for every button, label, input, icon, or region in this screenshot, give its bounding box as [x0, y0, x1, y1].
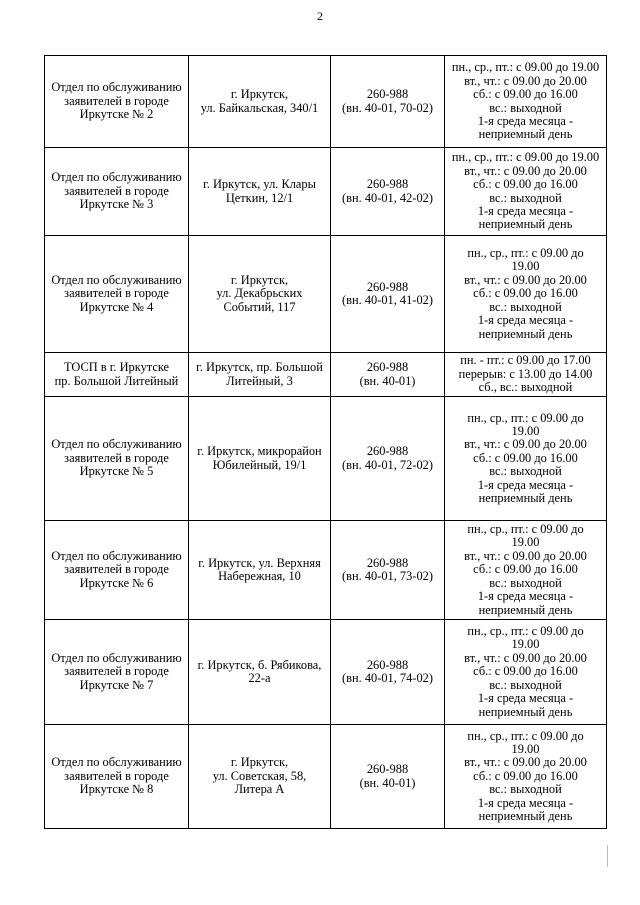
- name-line: Иркутске № 7: [79, 677, 154, 692]
- schedule-line: 19.00: [511, 637, 540, 652]
- office-name-cell: [45, 56, 189, 148]
- name-line: заявителей в городе: [64, 93, 169, 108]
- schedule-cell: [445, 397, 607, 521]
- schedule-line: сб.: с 09.00 до 16.00: [473, 450, 578, 465]
- schedule-line: сб.: с 09.00 до 16.00: [473, 664, 578, 679]
- name-line: Отдел по обслуживанию: [51, 272, 182, 287]
- phone-line: (вн. 40-01, 72-02): [342, 457, 433, 472]
- schedule-line: неприемный день: [478, 704, 573, 719]
- address-line: г. Иркутск, пр. Большой: [196, 360, 323, 375]
- schedule-line: 1-я среда месяца -: [477, 203, 574, 218]
- phone-line: (вн. 40-01, 74-02): [342, 671, 433, 685]
- phone-line: 260-988: [366, 762, 409, 777]
- office-name-cell: [45, 353, 189, 397]
- schedule-line: неприемный день: [478, 809, 573, 824]
- schedule-line: пн., ср., пт.: с 09.00 до 19.00: [451, 60, 600, 75]
- address-cell: [189, 725, 331, 829]
- address-cell: [189, 353, 331, 397]
- office-name-cell: [45, 236, 189, 353]
- phone-line: 260-988: [366, 555, 409, 570]
- phone-line: (вн. 40-01, 70-02): [342, 100, 433, 115]
- schedule-cell: [445, 620, 607, 725]
- schedule-line: пн., ср., пт.: с 09.00 до: [467, 624, 584, 639]
- name-line: Отдел по обслуживанию: [51, 650, 182, 665]
- schedule-line: неприемный день: [478, 491, 573, 506]
- name-line: заявителей в городе: [64, 664, 169, 679]
- name-line: Отдел по обслуживанию: [51, 437, 182, 452]
- name-line: Иркутске № 6: [79, 575, 154, 590]
- schedule-line: вт., чт.: с 09.00 до 20.00: [464, 548, 587, 563]
- schedule-line: 1-я среда месяца -: [477, 313, 574, 328]
- schedule-line: вс.: выходной: [489, 782, 562, 797]
- schedule-line: 1-я среда месяца -: [477, 477, 574, 492]
- schedule-cell: [445, 353, 607, 397]
- schedule-cell: [445, 56, 607, 148]
- phone-cell: [331, 725, 445, 829]
- schedule-line: вс.: выходной: [489, 677, 562, 692]
- schedule-line: сб.: с 09.00 до 16.00: [473, 87, 578, 102]
- table-row: [45, 521, 607, 620]
- name-line: ТОСП в г. Иркутске: [63, 360, 170, 375]
- table-row: [45, 56, 607, 148]
- table-row: [45, 148, 607, 236]
- schedule-line: 19.00: [511, 741, 540, 756]
- schedule-line: пн., ср., пт.: с 09.00 до: [467, 246, 584, 261]
- schedule-line: вт., чт.: с 09.00 до 20.00: [464, 437, 587, 452]
- phone-line: (вн. 40-01): [359, 373, 416, 388]
- name-line: пр. Большой Литейный: [54, 373, 179, 388]
- address-line: 22-а: [248, 671, 271, 685]
- phone-line: 260-988: [366, 657, 409, 672]
- schedule-line: вс.: выходной: [489, 575, 562, 590]
- table-row: [45, 725, 607, 829]
- table-row: [45, 236, 607, 353]
- address-line: Набережная, 10: [218, 569, 301, 583]
- schedule-line: 1-я среда месяца -: [477, 691, 574, 706]
- phone-line: 260-988: [366, 444, 409, 459]
- schedule-line: сб.: с 09.00 до 16.00: [473, 768, 578, 783]
- phone-line: 260-988: [366, 279, 409, 294]
- schedule-line: вт., чт.: с 09.00 до 20.00: [464, 73, 587, 88]
- schedule-line: 1-я среда месяца -: [477, 795, 574, 810]
- phone-line: 260-988: [366, 87, 409, 102]
- address-line: г. Иркутск,: [230, 755, 289, 770]
- schedule-line: пн., ср., пт.: с 09.00 до 19.00: [451, 150, 600, 165]
- office-name-cell: [45, 397, 189, 521]
- schedule-line: вт., чт.: с 09.00 до 20.00: [464, 163, 587, 178]
- schedule-cell: [445, 148, 607, 236]
- schedule-line: пн., ср., пт.: с 09.00 до: [467, 410, 584, 425]
- phone-cell: [331, 353, 445, 397]
- address-line: г. Иркутск, б. Рябикова,: [197, 657, 322, 672]
- schedule-line: вс.: выходной: [489, 190, 562, 205]
- name-line: Иркутске № 3: [79, 197, 154, 212]
- table-row: [45, 353, 607, 397]
- phone-cell: [331, 56, 445, 148]
- schedule-line: неприемный день: [478, 217, 573, 232]
- schedule-cell: [445, 521, 607, 620]
- phone-cell: [331, 521, 445, 620]
- name-line: Иркутске № 8: [79, 782, 154, 797]
- address-line: ул. Советская, 58,: [212, 768, 307, 783]
- phone-line: (вн. 40-01): [359, 775, 416, 790]
- name-line: Отдел по обслуживанию: [51, 755, 182, 770]
- schedule-line: вт., чт.: с 09.00 до 20.00: [464, 755, 587, 770]
- schedule-line: вс.: выходной: [489, 464, 562, 479]
- address-line: Литера А: [234, 782, 285, 797]
- schedule-line: сб.: с 09.00 до 16.00: [473, 177, 578, 192]
- phone-line: (вн. 40-01, 42-02): [342, 190, 433, 205]
- schedule-line: неприемный день: [478, 602, 573, 617]
- name-line: Иркутске № 5: [79, 464, 154, 479]
- schedule-line: неприемный день: [478, 127, 573, 142]
- phone-line: (вн. 40-01, 73-02): [342, 569, 433, 583]
- name-line: заявителей в городе: [64, 450, 169, 465]
- schedule-line: пн., ср., пт.: с 09.00 до: [467, 522, 584, 537]
- name-line: Отдел по обслуживанию: [51, 170, 182, 185]
- name-line: заявителей в городе: [64, 562, 169, 577]
- address-cell: [189, 620, 331, 725]
- schedule-line: сб.: с 09.00 до 16.00: [473, 286, 578, 301]
- schedule-line: сб.: с 09.00 до 16.00: [473, 562, 578, 577]
- address-line: г. Иркутск, ул. Верхняя: [198, 555, 321, 570]
- address-cell: [189, 521, 331, 620]
- address-line: Цеткин, 12/1: [225, 190, 294, 205]
- phone-line: 260-988: [366, 177, 409, 192]
- office-name-cell: [45, 148, 189, 236]
- phone-cell: [331, 397, 445, 521]
- schedule-cell: [445, 236, 607, 353]
- address-cell: [189, 236, 331, 353]
- schedule-line: 19.00: [511, 535, 540, 550]
- schedule-line: перерыв: с 13.00 до 14.00: [458, 366, 593, 381]
- schedule-line: сб., вс.: выходной: [478, 380, 573, 395]
- name-line: Отдел по обслуживанию: [51, 80, 182, 95]
- schedule-line: вт., чт.: с 09.00 до 20.00: [464, 650, 587, 665]
- name-line: Иркутске № 2: [79, 107, 154, 122]
- name-line: Отдел по обслуживанию: [51, 548, 182, 563]
- address-line: г. Иркутск, ул. Клары: [203, 177, 316, 192]
- phone-cell: [331, 148, 445, 236]
- schedule-line: пн., ср., пт.: с 09.00 до: [467, 728, 584, 743]
- schedule-line: неприемный день: [478, 326, 573, 341]
- office-name-cell: [45, 521, 189, 620]
- address-line: Юбилейный, 19/1: [212, 457, 307, 472]
- schedule-line: вт., чт.: с 09.00 до 20.00: [464, 272, 587, 287]
- address-line: г. Иркутск,: [230, 87, 289, 102]
- office-name-cell: [45, 620, 189, 725]
- schedule-line: 1-я среда месяца -: [477, 589, 574, 604]
- address-line: г. Иркутск,: [230, 272, 289, 287]
- schedule-line: вс.: выходной: [489, 299, 562, 314]
- margin-mark: [607, 845, 608, 867]
- offices-table: [44, 55, 607, 829]
- address-line: Литейный, 3: [226, 373, 293, 388]
- schedule-line: пн. - пт.: с 09.00 до 17.00: [460, 353, 591, 368]
- schedule-line: 19.00: [511, 259, 540, 274]
- phone-line: 260-988: [366, 360, 409, 375]
- schedule-line: 1-я среда месяца -: [477, 113, 574, 128]
- address-line: ул. Байкальская, 340/1: [200, 100, 319, 115]
- table-row: [45, 397, 607, 521]
- phone-cell: [331, 236, 445, 353]
- address-cell: [189, 56, 331, 148]
- phone-cell: [331, 620, 445, 725]
- schedule-line: 19.00: [511, 423, 540, 438]
- name-line: заявителей в городе: [64, 286, 169, 301]
- page-number: 2: [317, 9, 323, 23]
- schedule-line: вс.: выходной: [489, 100, 562, 115]
- office-name-cell: [45, 725, 189, 829]
- address-line: Событий, 117: [223, 299, 296, 314]
- address-line: ул. Декабрьских: [216, 286, 303, 301]
- name-line: заявителей в городе: [64, 768, 169, 783]
- name-line: Иркутске № 4: [79, 299, 154, 314]
- phone-line: (вн. 40-01, 41-02): [342, 293, 433, 307]
- name-line: заявителей в городе: [64, 183, 169, 198]
- address-cell: [189, 397, 331, 521]
- address-cell: [189, 148, 331, 236]
- address-line: г. Иркутск, микрорайон: [197, 444, 322, 459]
- schedule-cell: [445, 725, 607, 829]
- table-row: [45, 620, 607, 725]
